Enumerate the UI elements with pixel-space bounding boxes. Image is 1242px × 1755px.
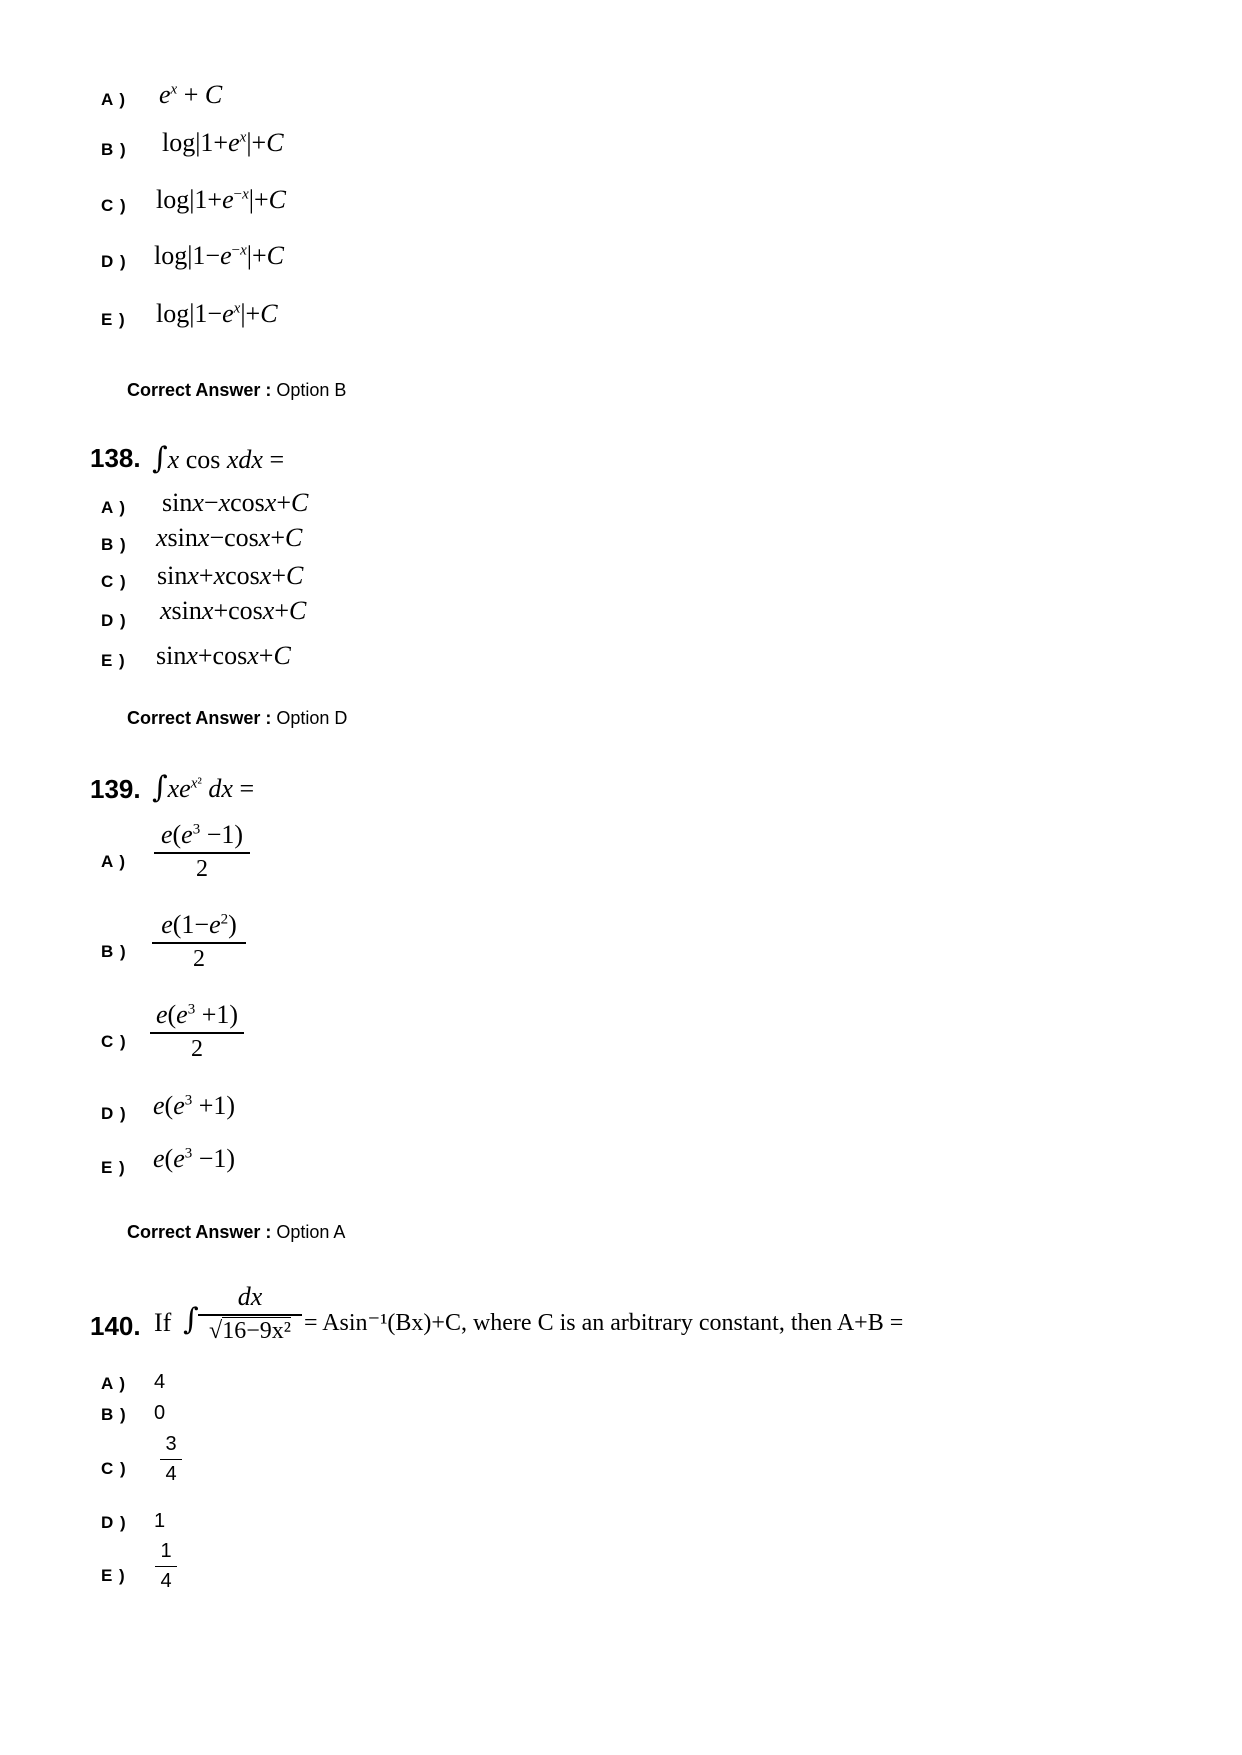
- option-math: sinx−xcosx+C: [162, 488, 309, 517]
- option-label: E ): [101, 1566, 126, 1585]
- integral-sign: ∫: [183, 1302, 199, 1337]
- option-label: B ): [101, 942, 127, 961]
- option-label: E ): [101, 651, 126, 670]
- question-text: $\int xe^{x^2}$ dx =: [152, 770, 255, 805]
- correct-answer-label: Correct Answer :: [127, 1222, 272, 1242]
- option-fraction: $e(1-e^2)$ 2: [152, 910, 246, 973]
- option-math: $\log|1-e^{-x}|+C$: [154, 241, 284, 270]
- option-fraction: 3 4: [160, 1433, 182, 1486]
- correct-answer: [127, 1222, 345, 1243]
- correct-answer: [127, 708, 347, 729]
- option-label: D ): [101, 611, 127, 630]
- option-label: C ): [101, 572, 127, 591]
- question-suffix: = Asin⁻¹(Bx)+C, where C is an arbitrary constant, then A+B =: [304, 1310, 904, 1336]
- option-fraction: $e(e^3 -1)$ 2: [154, 820, 250, 883]
- option-value: 0: [154, 1402, 166, 1424]
- option-label: A ): [101, 90, 127, 109]
- option-label: E ): [101, 310, 126, 329]
- option-label: D ): [101, 252, 127, 271]
- integrand-denominator: √16−9x²: [209, 1318, 291, 1344]
- question-number: 139.: [90, 774, 141, 804]
- option-math: $\log|1+e^{-x}|+C$: [156, 185, 286, 214]
- question-text: ∫x cos xdx =: [152, 441, 285, 476]
- option-math: $\log|1-e^x|+C$: [156, 299, 278, 328]
- option-math: $e(e^3 +1)$: [153, 1091, 236, 1120]
- option-fraction: 1 4: [155, 1540, 177, 1593]
- option-label: B ): [101, 535, 127, 554]
- option-label: C ): [101, 1459, 127, 1478]
- question-number: 140.: [90, 1311, 141, 1341]
- correct-answer-value: Option B: [276, 380, 347, 400]
- option-math: $e(e^3 -1)$: [153, 1144, 236, 1173]
- option-label: B ): [101, 1405, 127, 1424]
- option-value: 1: [154, 1510, 166, 1532]
- option-label: B ): [101, 140, 127, 159]
- integrand-numerator: dx: [237, 1282, 263, 1311]
- option-label: E ): [101, 1158, 126, 1177]
- option-value: 4: [154, 1371, 166, 1393]
- correct-answer: [127, 380, 346, 401]
- option-label: D ): [101, 1513, 127, 1532]
- option-label: C ): [101, 196, 127, 215]
- option-math: xsinx−cosx+C: [156, 523, 303, 552]
- option-math: xsinx+cosx+C: [160, 596, 307, 625]
- correct-answer-label: Correct Answer :: [127, 708, 272, 728]
- question-number: 138.: [90, 443, 141, 473]
- option-math: sinx+cosx+C: [156, 641, 291, 670]
- option-label: A ): [101, 852, 127, 871]
- correct-answer-value: Option D: [276, 708, 348, 728]
- option-label: A ): [101, 498, 127, 517]
- correct-answer-value: Option A: [276, 1222, 346, 1242]
- question-prefix: If: [154, 1308, 172, 1337]
- option-label: A ): [101, 1374, 127, 1393]
- option-label: D ): [101, 1104, 127, 1123]
- integrand-fraction: [198, 1282, 302, 1345]
- option-math: sinx+xcosx+C: [157, 561, 304, 590]
- correct-answer-label: Correct Answer :: [127, 380, 272, 400]
- option-math: $\log|1+e^x|+C$: [162, 128, 284, 157]
- option-label: C ): [101, 1032, 127, 1051]
- option-fraction: $e(e^3 +1)$ 2: [150, 1000, 244, 1063]
- option-math: $e^x + C$: [159, 80, 223, 109]
